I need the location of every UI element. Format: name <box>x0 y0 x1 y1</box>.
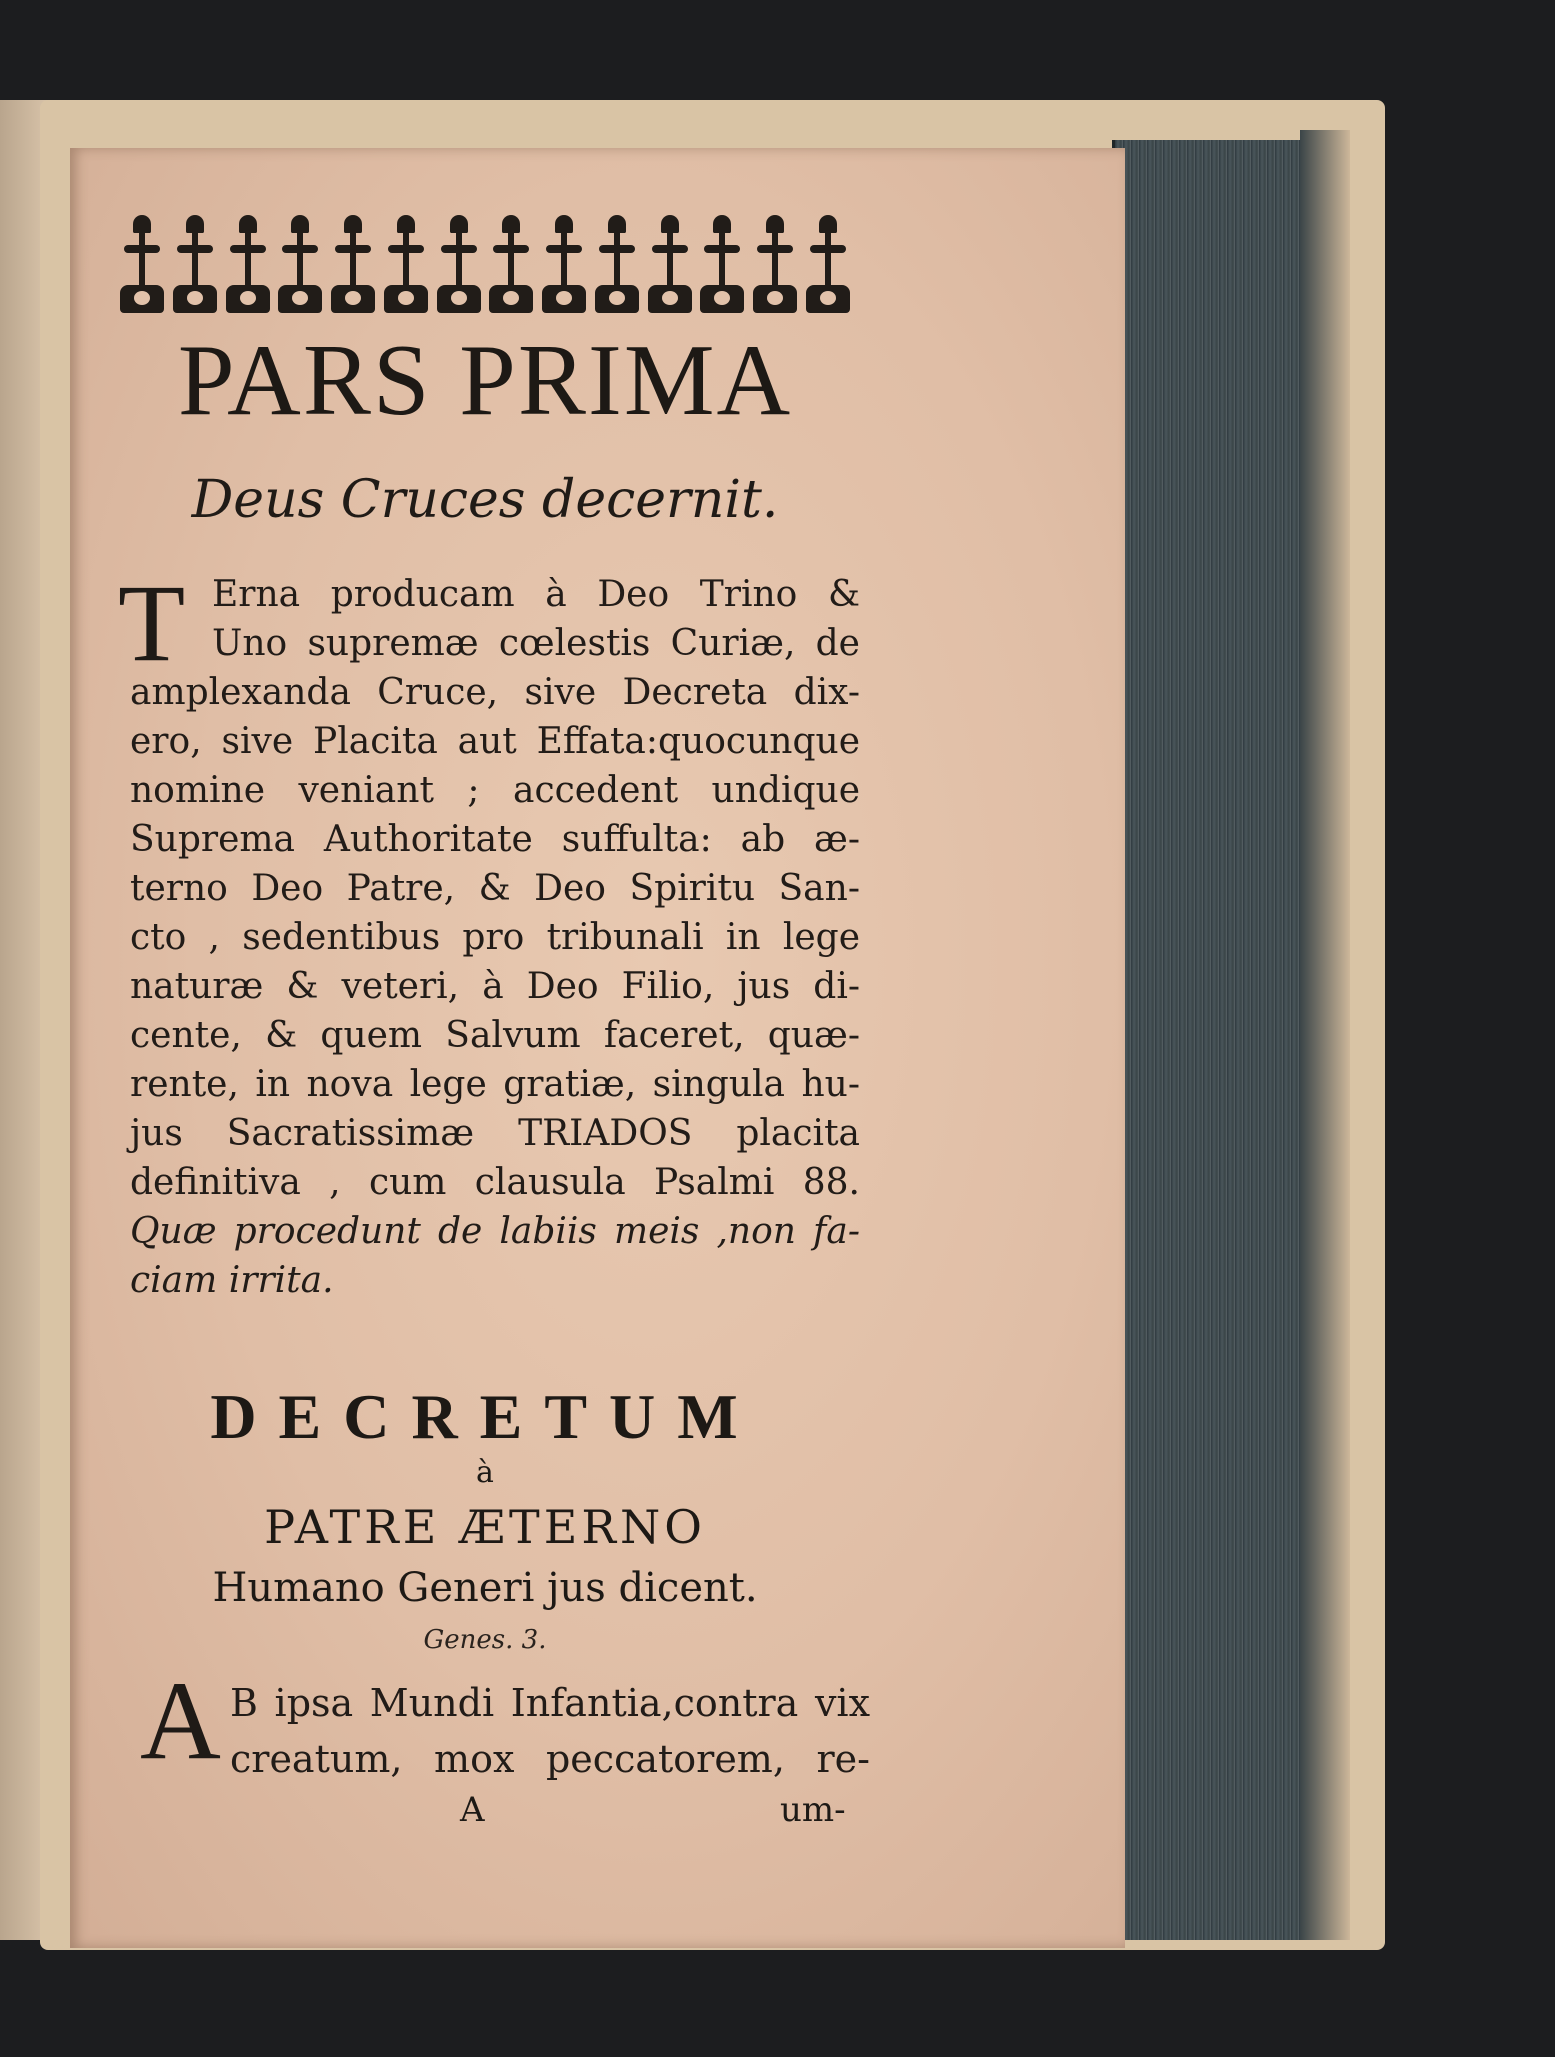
catchword: um- <box>780 1790 846 1830</box>
page-heading: PARS PRIMA <box>177 324 793 437</box>
italic-text-line: Quæ procedunt de labiis meis ,non fa- <box>130 1211 860 1252</box>
fleur-ornament-icon <box>437 215 481 315</box>
closing-text-line: B ipsa Mundi Infantia,contra vix <box>230 1681 870 1725</box>
italic-text-line: ciam irrita. <box>130 1260 334 1301</box>
text-line: cente, & quem Salvum faceret, quæ- <box>130 1015 860 1056</box>
text-line: Uno supremæ cœlestis Curiæ, de <box>212 623 860 664</box>
fleur-ornament-icon <box>753 215 797 315</box>
text-line: nomine veniant ; accedent undique <box>130 770 860 811</box>
text-line: ero, sive Placita aut Effata:quocunque <box>130 721 860 762</box>
ornamental-border <box>120 205 850 315</box>
fleur-ornament-icon <box>331 215 375 315</box>
fleur-ornament-icon <box>226 215 270 315</box>
body-text <box>130 570 860 1305</box>
text-line: amplexanda Cruce, sive Decreta dix- <box>130 672 860 713</box>
closing-text <box>230 1675 870 1787</box>
fleur-ornament-icon <box>173 215 217 315</box>
fleur-ornament-icon <box>278 215 322 315</box>
humano-line: Humano Generi jus dicent. <box>212 1565 758 1611</box>
page-subheading: Deus Cruces decernit. <box>191 470 779 530</box>
fleur-ornament-icon <box>700 215 744 315</box>
fleur-ornament-icon <box>806 215 850 315</box>
fleur-ornament-icon <box>595 215 639 315</box>
text-line: rente, in nova lege gratiæ, singula hu- <box>130 1064 860 1105</box>
text-line: terno Deo Patre, & Deo Spiritu San- <box>130 868 860 909</box>
drop-cap-t: T <box>118 562 186 684</box>
scripture-reference: Genes. 3. <box>423 1625 547 1655</box>
fleur-ornament-icon <box>489 215 533 315</box>
cover-edge <box>1300 130 1350 1940</box>
fleur-ornament-icon <box>384 215 428 315</box>
text-line: jus Sacratissimæ TRIADOS placita <box>130 1113 860 1154</box>
text-line: naturæ & veteri, à Deo Filio, jus di- <box>130 966 860 1007</box>
signature-mark: A <box>460 1790 485 1830</box>
fleur-ornament-icon <box>648 215 692 315</box>
drop-cap-a: A <box>140 1659 221 1783</box>
text-line: cto , sedentibus pro tribunali in lege <box>130 917 860 958</box>
text-line: Suprema Authoritate suffulta: ab æ- <box>130 819 860 860</box>
fleur-ornament-icon <box>120 215 164 315</box>
closing-text-line: creatum, mox peccatorem, re- <box>230 1737 870 1781</box>
text-line: definitiva , cum clausula Psalmi 88. <box>130 1162 860 1203</box>
fleur-ornament-icon <box>542 215 586 315</box>
a-mark: à <box>476 1455 494 1490</box>
text-line: Erna producam à Deo Trino & <box>212 574 860 615</box>
decretum-heading: DECRETUM <box>210 1381 760 1452</box>
patre-aeterno: PATRE ÆTERNO <box>264 1500 706 1554</box>
